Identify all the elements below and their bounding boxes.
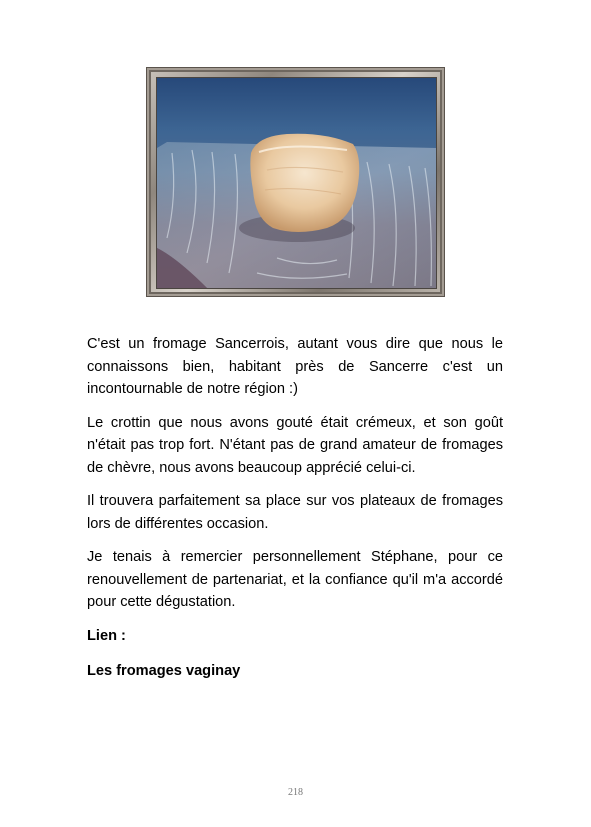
paragraph-thanks: Je tenais à remercier personnellement Stéphane, pour ce renouvellement de partenariat, et la confiance qu'il m'a accordé pour cette dégustation. <box>87 549 503 610</box>
photo-frame <box>146 67 445 297</box>
page-number: 218 <box>288 787 303 798</box>
cheese-photo-illustration <box>157 78 436 288</box>
cheese-photo <box>156 77 437 289</box>
paragraph-occasion: Il trouvera parfaitement sa place sur vos plateaux de fromages lors de différentes occasion. <box>87 493 503 532</box>
article-text <box>87 333 503 696</box>
paragraph-taste: Le crottin que nous avons gouté était crémeux, et son goût n'était pas trop fort. N'étant pas de grand amateur de fromages de chèvre, nous avons beaucoup apprécié celui-ci. <box>87 414 503 476</box>
paragraph-intro: C'est un fromage Sancerrois, autant vous dire que nous le connaissons bien, habitant près de Sancerre c'est un incontournable de notre région :) <box>87 336 503 397</box>
link-label: Lien : <box>87 627 126 644</box>
link-fromages-vaginay[interactable]: Les fromages vaginay <box>87 663 241 679</box>
